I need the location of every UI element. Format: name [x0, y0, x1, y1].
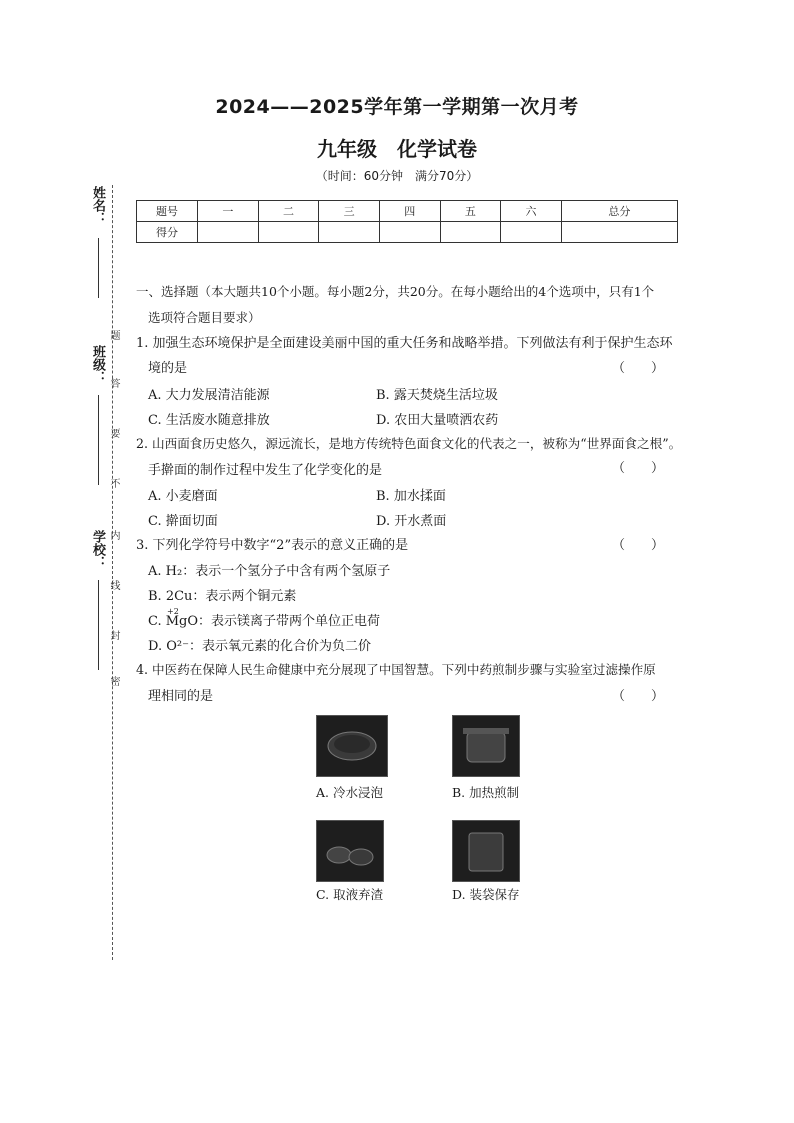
option: B. 加水揉面 — [376, 489, 446, 504]
name-label: 姓名： — [90, 186, 105, 225]
bag-illustration — [453, 821, 519, 881]
score-cell — [561, 222, 677, 243]
question-stem: 4. 中医药在保障人民生命健康中充分展现了中国智慧。下列中药煎制步骤与实验室过滤操作原 — [136, 662, 656, 677]
option: D. 开水煮面 — [376, 514, 447, 529]
table-cell: 六 — [501, 201, 562, 222]
table-cell: 二 — [258, 201, 319, 222]
question-stem: 理相同的是 — [148, 689, 214, 704]
seal-mark: 答 — [108, 378, 119, 388]
table-cell: 三 — [319, 201, 380, 222]
seal-mark: 封 — [108, 630, 119, 640]
score-table-header-row — [137, 201, 678, 222]
name-blank-line — [98, 238, 99, 298]
question-stem: 境的是 — [148, 361, 188, 376]
exam-subtitle: 九年级 化学试卷 — [317, 137, 477, 161]
score-table — [136, 200, 678, 243]
option: D. 农田大量喷洒农药 — [376, 413, 499, 428]
exam-time-info: （时间：60分钟 满分70分） — [315, 169, 479, 183]
score-cell — [258, 222, 319, 243]
table-cell: 得分 — [137, 222, 198, 243]
cups-illustration — [317, 821, 383, 881]
question-stem: 2. 山西面食历史悠久，源远流长，是地方传统特色面食文化的代表之一，被称为“世界面食之根”。 — [136, 436, 682, 451]
seal-mark: 密 — [108, 676, 119, 686]
exam-title: 2024——2025学年第一学期第一次月考 — [215, 96, 579, 118]
option-caption: D. 装袋保存 — [452, 887, 520, 902]
table-cell: 总分 — [561, 201, 677, 222]
seal-mark: 不 — [108, 478, 119, 488]
section-heading: 一、选择题（本大题共10个小题。每小题2分，共20分。在每小题给出的4个选项中，只有1个 — [136, 284, 655, 299]
bowl-illustration — [317, 716, 387, 776]
photo-heat-decoct — [452, 715, 520, 777]
table-cell: 四 — [379, 201, 440, 222]
school-blank-line — [98, 580, 99, 670]
score-cell — [198, 222, 259, 243]
school-label: 学校： — [90, 530, 105, 569]
table-cell: 五 — [440, 201, 501, 222]
score-cell — [440, 222, 501, 243]
section-heading-cont: 选项符合题目要求） — [148, 310, 261, 325]
table-cell: 一 — [198, 201, 259, 222]
option: A. H₂：表示一个氢分子中含有两个氢原子 — [148, 564, 391, 579]
answer-paren: （ ） — [612, 538, 665, 553]
question-stem: 1. 加强生态环境保护是全面建设美丽中国的重大任务和战略举措。下列做法有利于保护生态环 — [136, 336, 673, 351]
binding-dashed-line — [112, 185, 113, 960]
option-caption: B. 加热煎制 — [452, 785, 520, 800]
score-cell — [501, 222, 562, 243]
option-caption: A. 冷水浸泡 — [316, 785, 383, 800]
option: B. 露天焚烧生活垃圾 — [376, 388, 498, 403]
option: A. 大力发展清洁能源 — [148, 388, 270, 403]
table-cell: 题号 — [137, 201, 198, 222]
score-cell — [319, 222, 380, 243]
pot-illustration — [453, 716, 519, 776]
option: B. 2Cu：表示两个铜元素 — [148, 589, 297, 604]
option: C. 生活废水随意排放 — [148, 413, 270, 428]
seal-mark: 内 — [108, 530, 119, 540]
option: A. 小麦磨面 — [148, 489, 218, 504]
charge-superscript: +2 — [167, 607, 179, 616]
answer-paren: （ ） — [612, 689, 665, 704]
option: C. 擀面切面 — [148, 514, 218, 529]
photo-cold-water-soak — [316, 715, 388, 777]
seal-mark: 题 — [108, 330, 119, 340]
class-blank-line — [98, 395, 99, 485]
option: C. MgO：表示镁离子带两个单位正电荷 — [148, 614, 381, 629]
photo-take-liquid — [316, 820, 384, 882]
answer-paren: （ ） — [612, 461, 665, 476]
seal-mark: 要 — [108, 428, 119, 438]
photo-bag-storage — [452, 820, 520, 882]
score-cell — [379, 222, 440, 243]
option-caption: C. 取液弃渣 — [316, 887, 384, 902]
question-stem: 3. 下列化学符号中数字“2”表示的意义正确的是 — [136, 538, 409, 553]
seal-mark: 线 — [108, 580, 119, 590]
option: D. O²⁻：表示氧元素的化合价为负二价 — [148, 639, 371, 654]
answer-paren: （ ） — [612, 361, 665, 376]
question-stem: 手擀面的制作过程中发生了化学变化的是 — [148, 463, 383, 478]
score-table-score-row — [137, 222, 678, 243]
class-label: 班级： — [90, 345, 105, 384]
